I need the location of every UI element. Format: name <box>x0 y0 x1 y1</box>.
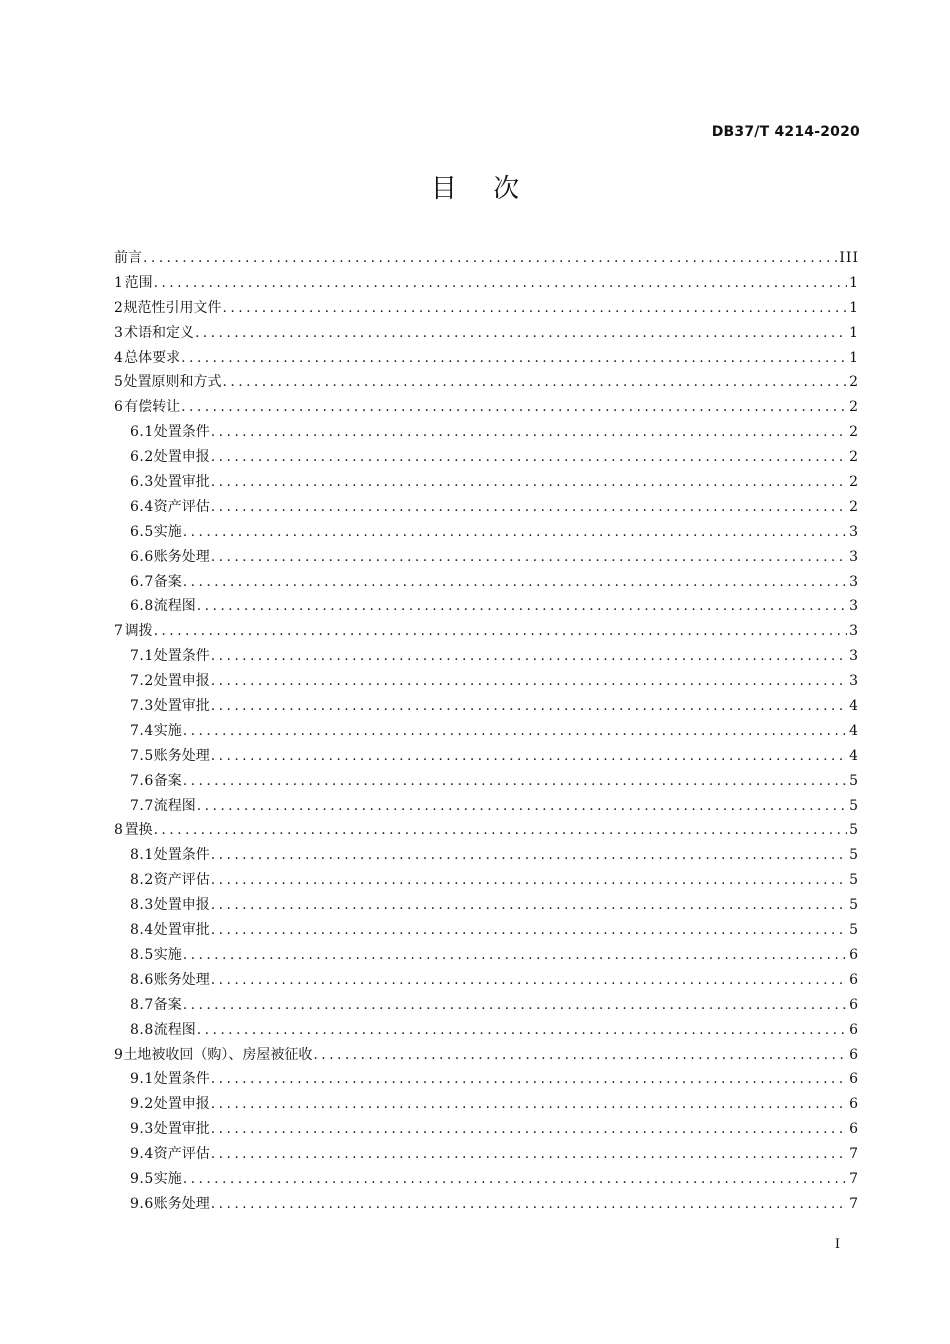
toc-entry-label: 处置申报 <box>153 673 210 690</box>
toc-entry-label: 处置条件 <box>153 847 210 864</box>
toc-entry-number: 8.8 <box>130 1021 154 1038</box>
toc-dot-leader <box>183 943 847 968</box>
toc-dot-leader <box>211 1117 847 1142</box>
toc-entry-label: 账务处理 <box>153 971 210 988</box>
toc-entry[interactable] <box>114 719 859 744</box>
toc-entry[interactable] <box>114 1067 859 1092</box>
toc-entry-label: 资产评估 <box>153 872 210 889</box>
toc-entry-label: 资产评估 <box>153 498 210 515</box>
toc-dot-leader <box>181 395 847 420</box>
toc-entry[interactable] <box>114 694 859 719</box>
toc-entry-page: 1 <box>849 324 859 341</box>
toc-entry[interactable] <box>114 420 859 445</box>
toc-entry-number: 8.4 <box>130 922 154 939</box>
toc-entry-number: 7 <box>114 623 124 640</box>
toc-dot-leader <box>154 271 848 296</box>
toc-entry-number: 7.3 <box>130 698 154 715</box>
toc-entry-number: 7.6 <box>130 772 154 789</box>
toc-dot-leader <box>197 1018 847 1043</box>
toc-entry-number: 7.5 <box>130 747 154 764</box>
toc-entry[interactable] <box>114 1167 859 1192</box>
toc-entry-number: 8.7 <box>130 996 154 1013</box>
toc-entry-page: 3 <box>849 523 859 540</box>
toc-dot-leader <box>211 644 847 669</box>
toc-entry-page: 2 <box>849 474 859 491</box>
toc-entry-page: 1 <box>849 299 859 316</box>
toc-entry-label: 土地被收回（购）、房屋被征收 <box>123 1046 313 1063</box>
toc-entry-number: 7.4 <box>130 722 154 739</box>
toc-entry-label: 实施 <box>153 722 182 739</box>
toc-entry-page: 1 <box>849 349 859 366</box>
toc-entry-page: 5 <box>849 797 859 814</box>
toc-entry-page: 5 <box>849 822 859 839</box>
standard-code: DB37/T 4214-2020 <box>711 124 860 140</box>
toc-entry-number: 6.3 <box>130 474 154 491</box>
toc-entry-number: 6.2 <box>130 449 154 466</box>
toc-entry-number: 9.6 <box>130 1195 154 1212</box>
toc-entry[interactable] <box>114 520 859 545</box>
toc-entry-number: 6.7 <box>130 573 154 590</box>
page-title: 目 次 <box>430 174 534 204</box>
toc-entry-page: 6 <box>849 946 859 963</box>
toc-entry-page: 6 <box>849 1021 859 1038</box>
toc-dot-leader <box>183 570 847 595</box>
toc-entry-label: 处置申报 <box>153 897 210 914</box>
toc-entry-label: 规范性引用文件 <box>123 299 222 316</box>
toc-dot-leader <box>211 893 847 918</box>
toc-entry-number: 3 <box>114 324 124 341</box>
toc-entry-number: 6.5 <box>130 523 154 540</box>
toc-entry-number: 8.6 <box>130 971 154 988</box>
toc-entry-page: 6 <box>849 1121 859 1138</box>
toc-entry-page: 3 <box>849 648 859 665</box>
toc-dot-leader <box>211 470 847 495</box>
toc-entry-number: 9.3 <box>130 1121 154 1138</box>
toc-entry-label: 账务处理 <box>153 747 210 764</box>
toc-dot-leader <box>211 1142 847 1167</box>
toc-dot-leader <box>211 918 847 943</box>
toc-entry-label: 实施 <box>153 523 182 540</box>
toc-entry-number: 9.1 <box>130 1071 154 1088</box>
toc-entry-label: 账务处理 <box>153 1195 210 1212</box>
toc-entry-page: 6 <box>849 1046 859 1063</box>
toc-entry[interactable] <box>114 445 859 470</box>
toc-dot-leader <box>154 818 848 843</box>
toc-entry[interactable] <box>114 868 859 893</box>
toc-entry[interactable] <box>114 470 859 495</box>
toc-entry-label: 处置申报 <box>153 449 210 466</box>
toc-dot-leader <box>183 769 847 794</box>
toc-entry-page: 5 <box>849 872 859 889</box>
toc-dot-leader <box>183 520 847 545</box>
toc-entry-label: 处置审批 <box>153 474 210 491</box>
toc-entry[interactable] <box>114 1117 859 1142</box>
toc-entry-page: 3 <box>849 673 859 690</box>
toc-entry[interactable] <box>114 594 859 619</box>
toc-entry-label: 资产评估 <box>153 1146 210 1163</box>
toc-dot-leader <box>143 246 837 271</box>
toc-entry[interactable] <box>114 968 859 993</box>
toc-entry-number: 8.3 <box>130 897 154 914</box>
toc-entry[interactable] <box>114 570 859 595</box>
toc-entry-number: 9.5 <box>130 1170 154 1187</box>
toc-entry-page: 6 <box>849 971 859 988</box>
toc-entry[interactable] <box>114 669 859 694</box>
toc-entry[interactable] <box>114 346 859 371</box>
toc-entry[interactable] <box>114 843 859 868</box>
toc-entry-number: 4 <box>114 349 124 366</box>
toc-entry-page: 6 <box>849 1096 859 1113</box>
toc-entry-page: 2 <box>849 424 859 441</box>
toc-entry-number: 6 <box>114 399 124 416</box>
toc-entry-label: 处置审批 <box>153 1121 210 1138</box>
toc-entry-number: 8.2 <box>130 872 154 889</box>
toc-entry[interactable] <box>114 794 859 819</box>
page-number: I <box>834 1237 840 1252</box>
toc-dot-leader <box>313 1043 847 1068</box>
toc-entry-page: 7 <box>849 1146 859 1163</box>
toc-dot-leader <box>223 296 848 321</box>
toc-entry-label: 备案 <box>153 573 182 590</box>
toc-entry-page: 2 <box>849 449 859 466</box>
toc-entry-label: 处置原则和方式 <box>123 374 222 391</box>
toc-entry-number: 5 <box>114 374 124 391</box>
toc-entry-label: 总体要求 <box>124 349 181 366</box>
toc-entry-label: 处置审批 <box>153 698 210 715</box>
toc-entry-page: 7 <box>849 1170 859 1187</box>
toc-dot-leader <box>154 619 848 644</box>
toc-dot-leader <box>195 321 847 346</box>
toc-entry-page: III <box>839 250 859 266</box>
toc-dot-leader <box>211 1092 847 1117</box>
toc-entry[interactable] <box>114 1142 859 1167</box>
toc-entry-page: 3 <box>849 548 859 565</box>
toc-entry-page: 2 <box>849 374 859 391</box>
toc-entry-page: 3 <box>849 573 859 590</box>
toc-entry-number: 8 <box>114 822 124 839</box>
toc-entry-number: 6.4 <box>130 498 154 515</box>
toc-entry[interactable] <box>114 993 859 1018</box>
toc-entry[interactable] <box>114 1043 859 1068</box>
toc-dot-leader <box>211 694 847 719</box>
toc-entry-label: 流程图 <box>153 1021 196 1038</box>
toc-dot-leader <box>211 843 847 868</box>
toc-entry-number: 7.2 <box>130 673 154 690</box>
toc-entry[interactable] <box>114 918 859 943</box>
toc-entry[interactable] <box>114 370 859 395</box>
toc-dot-leader <box>211 968 847 993</box>
toc-entry[interactable] <box>114 1092 859 1117</box>
toc-entry[interactable] <box>114 769 859 794</box>
toc-entry-number: 7.1 <box>130 648 154 665</box>
toc-entry-number: 8.5 <box>130 946 154 963</box>
toc-dot-leader <box>183 1167 847 1192</box>
toc-dot-leader <box>211 420 847 445</box>
toc-entry-label: 处置条件 <box>153 1071 210 1088</box>
toc-entry-label: 处置条件 <box>153 648 210 665</box>
toc-entry[interactable] <box>114 818 859 843</box>
toc-dot-leader <box>211 1067 847 1092</box>
toc-entry-number: 1 <box>114 274 124 291</box>
toc-entry-page: 5 <box>849 897 859 914</box>
toc-entry-label: 前言 <box>114 250 142 266</box>
toc-entry-number: 9.2 <box>130 1096 154 1113</box>
toc-entry-number: 8.1 <box>130 847 154 864</box>
toc-entry-label: 备案 <box>153 996 182 1013</box>
toc-dot-leader <box>197 794 847 819</box>
toc-entry-page: 7 <box>849 1195 859 1212</box>
toc-entry[interactable] <box>114 619 859 644</box>
toc-entry[interactable] <box>114 321 859 346</box>
toc-entry[interactable] <box>114 1018 859 1043</box>
toc-entry-page: 4 <box>849 698 859 715</box>
toc-entry-label: 实施 <box>153 1170 182 1187</box>
toc-entry[interactable] <box>114 943 859 968</box>
toc-dot-leader <box>211 868 847 893</box>
toc-entry-label: 流程图 <box>153 797 196 814</box>
toc-entry-label: 置换 <box>124 822 153 839</box>
toc-entry[interactable] <box>114 246 859 271</box>
toc-entry-page: 5 <box>849 847 859 864</box>
toc-entry[interactable] <box>114 744 859 769</box>
toc-entry-label: 处置条件 <box>153 424 210 441</box>
toc-entry-page: 2 <box>849 498 859 515</box>
toc-entry-number: 6.6 <box>130 548 154 565</box>
toc-entry-page: 5 <box>849 772 859 789</box>
toc-dot-leader <box>183 993 847 1018</box>
toc-entry-label: 范围 <box>124 274 153 291</box>
toc-dot-leader <box>211 669 847 694</box>
toc-entry-label: 处置审批 <box>153 922 210 939</box>
toc-entry-label: 调拨 <box>124 623 153 640</box>
toc-dot-leader <box>197 594 847 619</box>
toc-entry-page: 5 <box>849 922 859 939</box>
toc-entry[interactable] <box>114 1192 859 1217</box>
toc-dot-leader <box>211 445 847 470</box>
toc-entry[interactable] <box>114 495 859 520</box>
toc-entry-page: 4 <box>849 722 859 739</box>
toc-entry-number: 6.8 <box>130 598 154 615</box>
toc-entry[interactable] <box>114 296 859 321</box>
toc-dot-leader <box>211 495 847 520</box>
toc-entry-label: 实施 <box>153 946 182 963</box>
toc-dot-leader <box>211 545 847 570</box>
toc-dot-leader <box>223 370 848 395</box>
toc-entry-page: 4 <box>849 747 859 764</box>
toc-entry-label: 有偿转让 <box>124 399 181 416</box>
toc-entry-label: 账务处理 <box>153 548 210 565</box>
toc-dot-leader <box>211 1192 847 1217</box>
toc-entry-number: 2 <box>114 299 124 316</box>
toc-dot-leader <box>211 744 847 769</box>
toc-entry[interactable] <box>114 893 859 918</box>
toc-entry-label: 处置申报 <box>153 1096 210 1113</box>
table-of-contents <box>114 246 859 1217</box>
toc-entry-page: 6 <box>849 996 859 1013</box>
toc-entry-number: 9 <box>114 1046 124 1063</box>
toc-entry-number: 6.1 <box>130 424 154 441</box>
toc-entry-page: 6 <box>849 1071 859 1088</box>
toc-entry-page: 2 <box>849 399 859 416</box>
toc-dot-leader <box>181 346 847 371</box>
toc-entry[interactable] <box>114 644 859 669</box>
toc-entry-label: 流程图 <box>153 598 196 615</box>
toc-entry-label: 术语和定义 <box>123 324 194 341</box>
toc-entry-label: 备案 <box>153 772 182 789</box>
toc-entry[interactable] <box>114 395 859 420</box>
toc-entry-page: 3 <box>849 598 859 615</box>
toc-entry[interactable] <box>114 271 859 296</box>
toc-entry[interactable] <box>114 545 859 570</box>
toc-entry-number: 9.4 <box>130 1146 154 1163</box>
toc-entry-page: 3 <box>849 623 859 640</box>
toc-entry-page: 1 <box>849 274 859 291</box>
toc-entry-number: 7.7 <box>130 797 154 814</box>
toc-dot-leader <box>183 719 847 744</box>
